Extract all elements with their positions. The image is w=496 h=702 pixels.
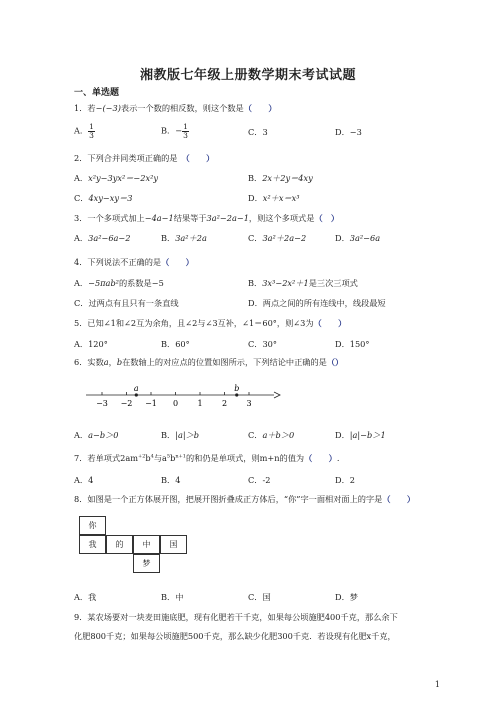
number-line-arrow xyxy=(274,392,280,398)
q1-option-b: B．− $\frac{1}{3}$ xyxy=(161,122,188,140)
q5-option-d: D．150° xyxy=(335,339,370,349)
q2-option-c: C．4xy−xy＝3 xyxy=(74,193,133,203)
q7-option-b: B．4 xyxy=(161,475,181,485)
q2-option-d: D．x²＋x＝x³ xyxy=(248,193,300,203)
number-line-tick-label: 3 xyxy=(246,399,252,408)
number-line-tick-label: 1 xyxy=(197,399,203,408)
q2-option-a: A．x²y−3yx²＝−2x²y xyxy=(74,173,159,183)
q3-option-b: B．3a²＋2a xyxy=(161,233,207,243)
q6-option-a: A．a−b＞0 xyxy=(74,430,119,440)
q1-option-a: A． $\frac{1}{3}$ xyxy=(74,122,94,140)
page-title: 湘教版七年级上册数学期末考试试题 xyxy=(139,68,356,83)
number-line-tick-label: −2 xyxy=(120,399,133,408)
question-9-line-1: 9．某农场要对一块麦田施底肥，现有化肥若干千克，如果每公顷施肥400千克，那么余下 xyxy=(74,612,398,622)
point-b-label: b xyxy=(234,384,240,393)
q4-option-a: A．−5πab²的系数是−5 xyxy=(74,278,164,288)
number-line-tick-label: −3 xyxy=(96,399,108,408)
q8-option-b: B．中 xyxy=(161,592,184,602)
q1-option-c: C．3 xyxy=(248,127,268,137)
q5-option-b: B．60° xyxy=(161,339,190,349)
number-line-tick-label: −1 xyxy=(145,399,157,408)
q4-option-d: D．两点之间的所有连线中，线段最短 xyxy=(248,298,386,308)
q3-option-a: A．3a²−6a−2 xyxy=(74,233,131,243)
question-6: 6．实数a，b在数轴上的对应点的位置如图所示，下列结论中正确的是（） xyxy=(74,357,344,367)
q6-option-b: B．|a|＞b xyxy=(161,430,200,440)
question-8: 8．如图是一个正方体展开图，把展开图折叠成正方体后，“你”字一面相对面上的字是（ ） xyxy=(74,494,416,504)
question-1: 1．若−(−3)表示一个数的相反数，则这个数是（ ） xyxy=(74,103,277,113)
net-face-3: 中 xyxy=(133,535,160,554)
q7-option-c: C．-2 xyxy=(248,475,271,485)
q3-option-d: D．3a²−6a xyxy=(335,233,381,243)
q3-option-c: C．3a²＋2a−2 xyxy=(248,233,307,243)
q8-option-c: C．国 xyxy=(248,592,271,602)
number-line-tick-label: 0 xyxy=(172,399,179,408)
net-face-bottom: 梦 xyxy=(133,554,160,573)
net-face-top: 你 xyxy=(79,516,106,535)
question-9-line-2: 化肥800千克；如果每公顷施肥500千克，那么缺少化肥300千克．若设现有化肥x千克， xyxy=(74,631,396,641)
question-5: 5．已知∠1和∠2互为余角，且∠2与∠3互补，∠1＝60°，则∠3为（ ） xyxy=(74,318,347,328)
q1-option-d: D．−3 xyxy=(335,127,362,137)
q2-option-b: B．2x＋2y＝4xy xyxy=(248,173,313,183)
net-face-2: 的 xyxy=(106,535,133,554)
q6-option-c: C．a＋b＞0 xyxy=(248,430,295,440)
point-a xyxy=(135,393,138,396)
question-2: 2．下列合并同类项正确的是 （ ） xyxy=(74,153,215,163)
q7-option-a: A．4 xyxy=(74,475,94,485)
net-face-1: 我 xyxy=(79,535,106,554)
page-number: 1 xyxy=(434,680,440,689)
q8-option-d: D．梦 xyxy=(335,592,358,602)
question-4: 4．下列说法不正确的是（ ） xyxy=(74,257,194,267)
point-b xyxy=(235,393,238,396)
q8-option-a: A．我 xyxy=(74,592,97,602)
point-a-label: a xyxy=(133,384,139,393)
q4-option-c: C．过两点有且只有一条直线 xyxy=(74,298,179,308)
number-line xyxy=(84,383,284,415)
q4-option-b: B．3x³−2x²＋1是三次三项式 xyxy=(248,278,358,288)
question-3: 3．一个多项式加上−4a−1结果等于3a²−2a−1，则这个多项式是（ ） xyxy=(74,213,340,223)
q5-option-a: A．120° xyxy=(74,339,108,349)
number-line-tick-label: 2 xyxy=(221,399,228,408)
q7-option-d: D．2 xyxy=(335,475,355,485)
q5-option-c: C．30° xyxy=(248,339,277,349)
q6-option-d: D．|a|−b＞1 xyxy=(335,430,386,440)
question-7: 7．若单项式$2am^{+2}b^4$与$a^5b^{n+1}$的和仍是单项式，则m+n的值为（ ）. xyxy=(74,453,340,463)
net-face-4: 国 xyxy=(160,535,187,554)
section-heading: 一、单选题 xyxy=(74,88,120,98)
